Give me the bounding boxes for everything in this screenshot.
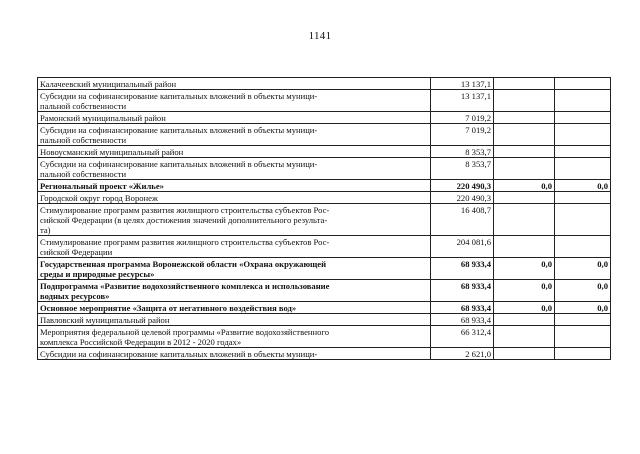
value-cell-3 xyxy=(555,146,611,158)
value-cell-2 xyxy=(494,158,555,180)
value-cell-1: 2 621,0 xyxy=(431,348,494,360)
value-cell-3 xyxy=(555,78,611,90)
row-name-cell: Стимулирование программ развития жилищного строительства субъектов Рос- сийской Федерации xyxy=(38,236,431,258)
value-cell-2 xyxy=(494,146,555,158)
value-cell-2: 0,0 xyxy=(494,302,555,314)
table-row xyxy=(38,158,611,180)
row-name-cell: Павловский муниципальный район xyxy=(38,314,431,326)
value-cell-1: 8 353,7 xyxy=(431,146,494,158)
value-cell-2 xyxy=(494,314,555,326)
value-cell-1: 68 933,4 xyxy=(431,280,494,302)
value-cell-1: 204 081,6 xyxy=(431,236,494,258)
budget-table xyxy=(37,77,611,360)
value-cell-3 xyxy=(555,326,611,348)
value-cell-2 xyxy=(494,348,555,360)
row-name-cell: Городской округ город Воронеж xyxy=(38,192,431,204)
table-row xyxy=(38,302,611,314)
table-row xyxy=(38,112,611,124)
value-cell-1: 16 408,7 xyxy=(431,204,494,236)
value-cell-3: 0,0 xyxy=(555,180,611,192)
value-cell-3: 0,0 xyxy=(555,280,611,302)
value-cell-3 xyxy=(555,348,611,360)
value-cell-3: 0,0 xyxy=(555,302,611,314)
row-name-cell: Рамонский муниципальный район xyxy=(38,112,431,124)
value-cell-2: 0,0 xyxy=(494,180,555,192)
value-cell-2 xyxy=(494,326,555,348)
row-name-cell: Новоусманский муниципальный район xyxy=(38,146,431,158)
value-cell-1: 13 137,1 xyxy=(431,78,494,90)
value-cell-1: 220 490,3 xyxy=(431,180,494,192)
value-cell-2 xyxy=(494,112,555,124)
row-name-cell: Субсидии на софинансирование капитальных вложений в объекты муници- xyxy=(38,348,431,360)
row-name-cell: Подпрограмма «Развитие водохозяйственного комплекса и использование водных ресурсов» xyxy=(38,280,431,302)
value-cell-3 xyxy=(555,314,611,326)
value-cell-1: 68 933,4 xyxy=(431,314,494,326)
value-cell-1: 13 137,1 xyxy=(431,90,494,112)
value-cell-1: 68 933,4 xyxy=(431,258,494,280)
table-row xyxy=(38,204,611,236)
table-row xyxy=(38,236,611,258)
table-row xyxy=(38,180,611,192)
table-row xyxy=(38,90,611,112)
value-cell-3 xyxy=(555,158,611,180)
table-row xyxy=(38,326,611,348)
value-cell-3: 0,0 xyxy=(555,258,611,280)
value-cell-2 xyxy=(494,236,555,258)
row-name-cell: Стимулирование программ развития жилищного строительства субъектов Рос- сийской Федерации (в целях достижения значений дополнительного результа- та) xyxy=(38,204,431,236)
row-name-cell: Региональный проект «Жилье» xyxy=(38,180,431,192)
table-row xyxy=(38,124,611,146)
table-row xyxy=(38,280,611,302)
value-cell-3 xyxy=(555,90,611,112)
row-name-cell: Субсидии на софинансирование капитальных вложений в объекты муници- пальной собственности xyxy=(38,158,431,180)
table-row xyxy=(38,146,611,158)
value-cell-2 xyxy=(494,78,555,90)
value-cell-2: 0,0 xyxy=(494,280,555,302)
value-cell-2 xyxy=(494,90,555,112)
table-row xyxy=(38,78,611,90)
value-cell-3 xyxy=(555,236,611,258)
row-name-cell: Субсидии на софинансирование капитальных вложений в объекты муници- пальной собственности xyxy=(38,90,431,112)
value-cell-1: 7 019,2 xyxy=(431,112,494,124)
table-row xyxy=(38,192,611,204)
page-number: 1141 xyxy=(308,30,332,42)
value-cell-3 xyxy=(555,124,611,146)
row-name-cell: Мероприятия федеральной целевой программы «Развитие водохозяйственного комплекса Российской Федерации в 2012 - 2020 годах» xyxy=(38,326,431,348)
table-row xyxy=(38,258,611,280)
value-cell-2 xyxy=(494,124,555,146)
value-cell-1: 66 312,4 xyxy=(431,326,494,348)
value-cell-1: 68 933,4 xyxy=(431,302,494,314)
value-cell-2 xyxy=(494,204,555,236)
value-cell-2 xyxy=(494,192,555,204)
row-name-cell: Основное мероприятие «Защита от негативного воздействия вод» xyxy=(38,302,431,314)
value-cell-2: 0,0 xyxy=(494,258,555,280)
value-cell-3 xyxy=(555,192,611,204)
table-row xyxy=(38,314,611,326)
value-cell-1: 8 353,7 xyxy=(431,158,494,180)
row-name-cell: Калачеевский муниципальный район xyxy=(38,78,431,90)
value-cell-3 xyxy=(555,204,611,236)
value-cell-1: 220 490,3 xyxy=(431,192,494,204)
value-cell-1: 7 019,2 xyxy=(431,124,494,146)
table-row xyxy=(38,348,611,360)
row-name-cell: Субсидии на софинансирование капитальных вложений в объекты муници- пальной собственности xyxy=(38,124,431,146)
row-name-cell: Государственная программа Воронежской области «Охрана окружающей среды и природные ресурсы» xyxy=(38,258,431,280)
value-cell-3 xyxy=(555,112,611,124)
